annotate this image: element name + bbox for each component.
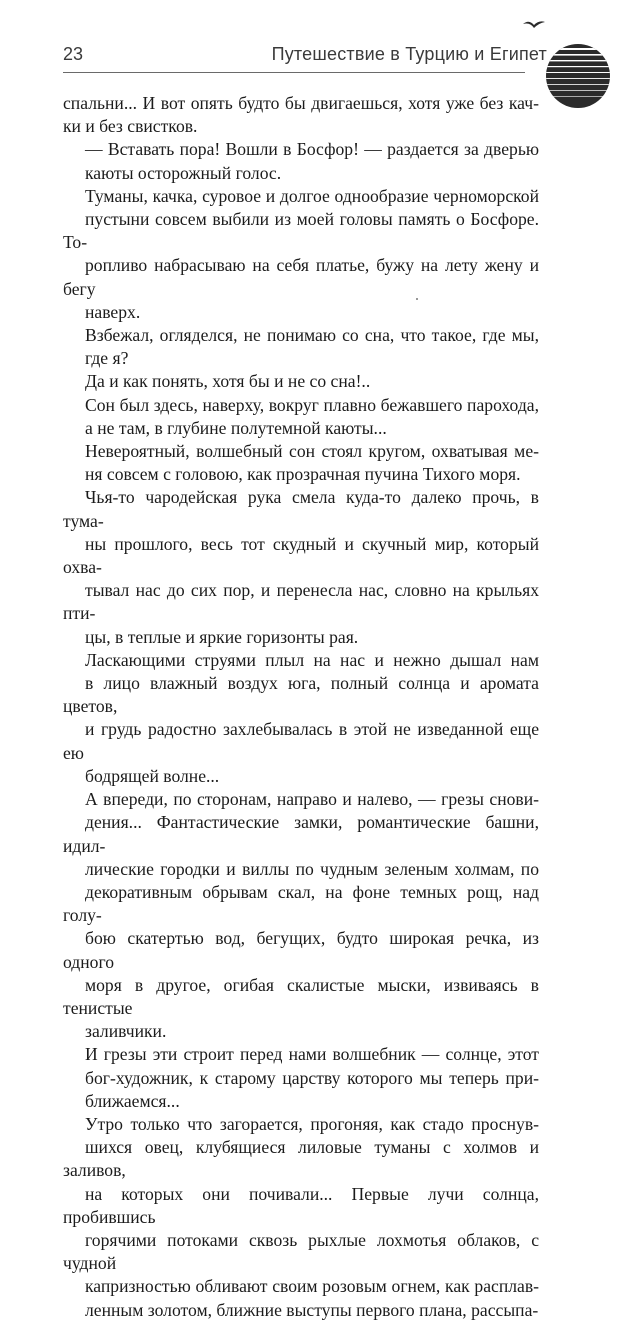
text-line: Сон был здесь, наверху, вокруг плавно бежавшего парохода, (85, 394, 539, 415)
text-line: Да и как понять, хотя бы и не со сна!.. (85, 371, 371, 392)
header-rule (63, 72, 525, 73)
paragraph (63, 138, 539, 184)
text-line: где я? (85, 348, 129, 369)
paragraph (63, 649, 539, 788)
paragraph (63, 324, 539, 370)
text-line: цы, в теплые и яркие горизонты рая. (85, 626, 359, 647)
text-line: Туманы, качка, суровое и долгое однообразие черноморской (85, 185, 539, 206)
text-line: спальни... И вот опять будто бы двигаешься, хотя уже без кач- (63, 93, 539, 113)
text-line: бою скатертью вод, бегущих, будто широкая речка, из одного (63, 928, 539, 972)
text-line: тывал нас до сих пор, и перенесла нас, словно на крыльях пти- (63, 580, 539, 624)
text-line: И грезы эти строит перед нами волшебник — солнце, этот (85, 1044, 539, 1065)
text-line: в лицо влажный воздух юга, полный солнца и аромата цветов, (63, 673, 539, 717)
text-line: ки и без свистков. (63, 116, 198, 137)
text-line: ропливо набрасываю на себя платье, бужу на лету жену и бегу (63, 255, 539, 299)
sun-disc (540, 42, 620, 112)
text-line: ны прошлого, весь тот скудный и скучный мир, который охва- (63, 533, 539, 578)
paragraph (63, 1113, 539, 1322)
text-line: и грудь радостно захлебывалась в этой не изведанной еще ею (63, 719, 539, 763)
paragraph (63, 788, 539, 1043)
paragraph (63, 185, 539, 324)
paragraph (63, 486, 539, 648)
text-line: ня совсем с головою, как прозрачная пучина Тихого моря. (85, 464, 521, 485)
text-line: бодрящей волне... (85, 765, 220, 786)
seagull-icon (523, 21, 545, 28)
text-line: Ласкающими струями плыл на нас и нежно дышал нам (85, 649, 539, 670)
text-line: Утро только что загорается, прогоняя, как стадо проснув- (85, 1113, 539, 1134)
body-text (63, 92, 539, 1322)
text-line: лические городки и виллы по чудным зеленым холмам, по (85, 858, 539, 879)
text-line: ближаемся... (85, 1090, 180, 1111)
text-line: капризностью обливают своим розовым огнем, как расплав- (85, 1276, 539, 1297)
text-line: Невероятный, волшебный сон стоял кругом, охватывая ме- (85, 441, 539, 462)
text-line: каюты осторожный голос. (85, 162, 282, 183)
text-line: пустыни совсем выбили из моей головы память о Босфоре. То- (63, 209, 539, 253)
text-line: заливчики. (85, 1021, 167, 1042)
text-line: дения... Фантастические замки, романтические башни, идил- (63, 812, 539, 856)
text-line: декоративным обрывам скал, на фоне темных рощ, над голу- (63, 881, 539, 926)
running-header (63, 44, 547, 68)
text-line: ленным золотом, ближние выступы первого плана, рассыпа- (85, 1299, 539, 1320)
print-speck (416, 298, 418, 300)
paragraph (63, 394, 539, 440)
paragraph (63, 370, 539, 393)
text-line: моря в другое, огибая скалистые мыски, извиваясь в тенистые (63, 974, 539, 1018)
text-line: наверх. (85, 301, 141, 322)
text-line: на которых они почивали... Первые лучи солнца, пробившись (63, 1183, 539, 1227)
text-line: горячими потоками сквозь рыхлые лохмотья облаков, с чудной (63, 1229, 539, 1274)
text-line: а не там, в глубине полутемной каюты... (85, 417, 387, 438)
page-number: 23 (63, 44, 84, 64)
text-line: А впереди, по сторонам, направо и налево, — грезы снови- (85, 789, 539, 810)
text-line: Чья-то чародейская рука смела куда-то далеко прочь, в тума- (63, 487, 539, 531)
paragraph (63, 440, 539, 486)
text-line: — Вставать пора! Вошли в Босфор! — раздается за дверью (85, 139, 539, 160)
text-line: бог-художник, к старому царству которого мы теперь при- (85, 1067, 539, 1088)
text-line: шихся овец, клубящиеся лиловые туманы с холмов и заливов, (63, 1137, 539, 1181)
paragraph (63, 92, 539, 138)
paragraph (63, 1043, 539, 1113)
running-title: Путешествие в Турцию и Египет (271, 44, 547, 64)
text-line: Взбежал, огляделся, не понимаю со сна, что такое, где мы, (85, 325, 539, 346)
